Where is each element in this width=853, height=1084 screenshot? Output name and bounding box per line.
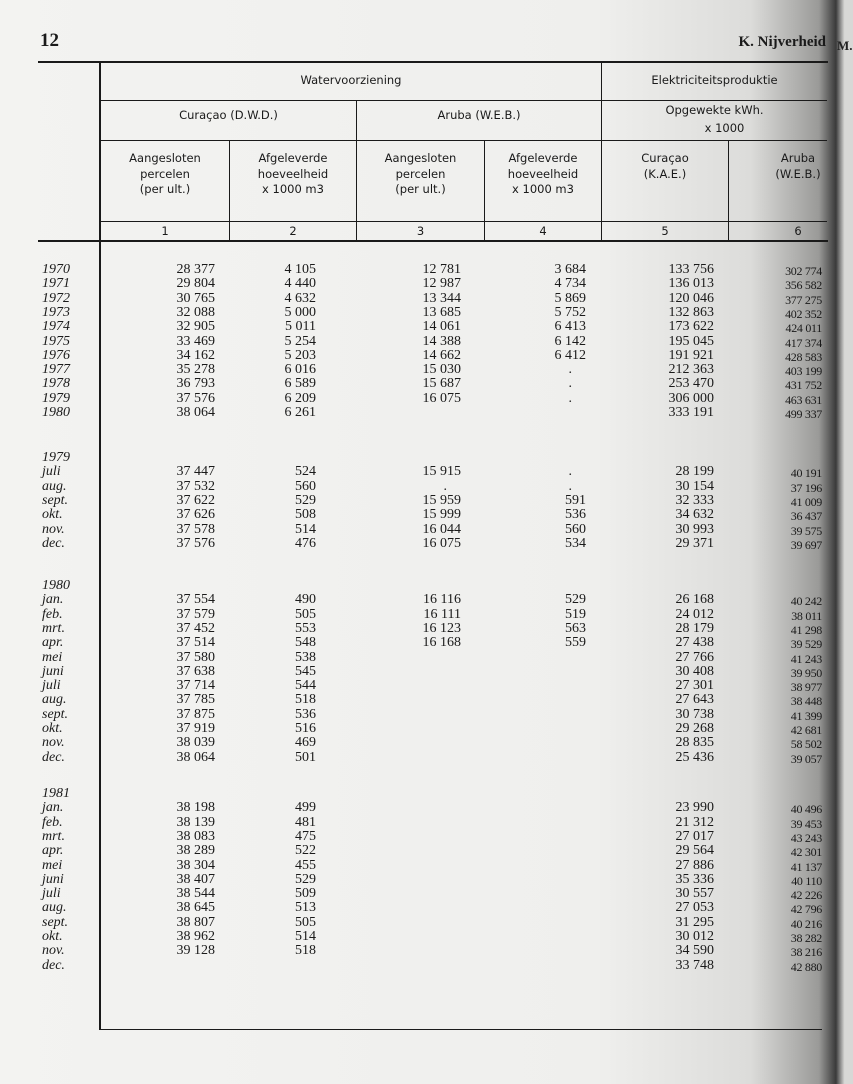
table-cell-col6: 36 437	[790, 509, 822, 524]
row-label: 1971	[42, 276, 70, 292]
next-page-margin-text: M.	[837, 38, 853, 53]
table-cell-col6: 428 583	[785, 349, 822, 364]
table-cell-col4: 560	[565, 521, 586, 537]
column-header-line: Aangesloten	[384, 151, 457, 165]
table-cell-col5: 30 993	[675, 521, 714, 537]
table-cell-col5: 30 408	[675, 663, 714, 679]
header-opgewekte-unit: x 1000	[704, 121, 745, 135]
table-cell-col6: 39 950	[790, 665, 822, 680]
table-cell-col4: 6 412	[554, 347, 586, 363]
table-cell-col2: 501	[295, 749, 316, 765]
table-cell-col5: 30 738	[675, 706, 714, 722]
row-label: mrt.	[42, 828, 65, 844]
table-cell-col6: 41 298	[790, 622, 822, 637]
column-header-line: x 1000 m3	[512, 182, 574, 196]
column-header-line: Afgeleverde	[258, 151, 328, 165]
row-label: juli	[42, 678, 61, 694]
row-label: nov.	[42, 943, 65, 959]
table-cell-col2: 475	[295, 828, 316, 844]
table-cell-col6: 40 496	[790, 802, 822, 817]
row-label: jan.	[42, 800, 64, 816]
table-cell-col3: 16 075	[422, 390, 461, 406]
table-cell-col6: 43 243	[790, 830, 822, 845]
table-cell-col5: 253 470	[668, 376, 714, 392]
table-cell-col1: 38 962	[176, 929, 215, 944]
table-top-rule	[38, 61, 828, 63]
table-cell-col1: 37 622	[176, 492, 215, 508]
table-cell-col5: 28 199	[675, 464, 714, 480]
table-cell-col5: 212 363	[668, 362, 714, 378]
table-cell-col6: 39 057	[790, 751, 822, 766]
column-header-line: hoeveelheid	[257, 166, 329, 181]
table-cell-col6: 41 399	[790, 708, 822, 723]
table-cell-col5: 30 557	[675, 886, 714, 902]
row-label: 1974	[42, 319, 70, 335]
table-cell-col5: 29 371	[675, 535, 714, 551]
table-cell-col1: 37 638	[176, 663, 215, 679]
table-cell-col1: 38 083	[176, 828, 215, 844]
table-cell-col2: 508	[295, 507, 316, 523]
rule-under-group	[100, 100, 827, 101]
row-label: apr.	[42, 635, 64, 651]
table-cell-col6: 39 453	[790, 816, 822, 831]
table-cell-col4: 559	[565, 635, 586, 651]
table-cell-col6: 42 681	[790, 723, 822, 737]
stub-divider	[99, 62, 101, 1030]
table-cell-col3: 16 123	[422, 620, 461, 636]
table-cell-col3: .	[443, 478, 447, 494]
table-cell-col4: 5 869	[554, 290, 586, 306]
table-cell-col4: 563	[565, 620, 586, 636]
table-cell-col4: .	[568, 362, 572, 378]
table-cell-col1: 35 278	[176, 362, 215, 378]
table-cell-col3: 12 987	[422, 276, 461, 292]
table-cell-col1: 37 532	[176, 478, 215, 494]
block-year-heading: 1980	[42, 578, 70, 593]
table-cell-col2: 6 261	[284, 405, 316, 420]
table-cell-col5: 28 835	[675, 735, 714, 751]
row-label: sept.	[42, 914, 69, 930]
table-cell-col1: 34 162	[176, 347, 215, 363]
column-number: 3	[416, 224, 425, 238]
table-cell-col3: 16 168	[422, 635, 461, 651]
table-cell-col5: 30 012	[675, 929, 714, 944]
table-cell-col6: 37 196	[790, 480, 822, 495]
header-watervoorziening: Watervoorziening	[300, 73, 402, 87]
table-cell-col4: 591	[565, 492, 586, 508]
table-cell-col6: 38 977	[790, 680, 822, 695]
table-cell-col6: 402 352	[785, 306, 822, 321]
table-cell-col4: 4 734	[554, 276, 586, 292]
row-label: juli	[42, 464, 61, 480]
column-number: 4	[539, 224, 547, 238]
table-cell-col2: 4 105	[284, 262, 316, 277]
row-label: 1979	[42, 390, 70, 406]
table-cell-col2: 518	[295, 943, 316, 959]
table-cell-col5: 27 766	[675, 649, 714, 665]
table-cell-col5: 34 632	[675, 507, 714, 523]
table-cell-col2: 505	[295, 606, 316, 622]
table-cell-col1: 36 793	[176, 376, 215, 392]
table-cell-col6: 41 137	[790, 859, 822, 874]
table-cell-col5: 26 168	[675, 592, 714, 608]
table-cell-col2: 514	[295, 521, 316, 537]
rule-above-colnums	[100, 221, 827, 222]
row-label: 1973	[42, 304, 70, 320]
col-divider	[728, 140, 729, 240]
table-cell-col1: 38 139	[176, 814, 215, 830]
table-cell-col4: 536	[565, 507, 586, 523]
table-cell-col1: 38 544	[176, 886, 215, 902]
table-cell-col1: 32 905	[176, 319, 215, 335]
column-header-line: percelen	[395, 166, 446, 181]
row-label: 1975	[42, 333, 70, 349]
table-cell-col6: 40 110	[791, 873, 822, 888]
row-label: aug.	[42, 692, 67, 708]
table-cell-col6: 42 301	[790, 845, 822, 860]
table-cell-col4: .	[568, 390, 572, 406]
row-label: dec.	[42, 749, 65, 765]
table-cell-col6: 39 697	[790, 537, 822, 552]
row-label: okt.	[42, 929, 63, 944]
table-cell-col4: 6 142	[554, 333, 586, 349]
row-label: feb.	[42, 814, 63, 830]
table-cell-col5: 191 921	[668, 347, 714, 363]
table-cell-col6: 424 011	[785, 321, 822, 336]
table-cell-col1: 37 576	[176, 535, 215, 551]
table-cell-col2: 490	[295, 592, 316, 608]
table-cell-col2: 514	[295, 929, 316, 944]
table-cell-col2: 5 254	[284, 333, 316, 349]
table-cell-col5: 136 013	[668, 276, 714, 292]
table-cell-col1: 37 514	[176, 635, 215, 651]
table-cell-col5: 29 564	[675, 843, 714, 859]
table-cell-col1: 38 407	[176, 871, 215, 887]
table-cell-col1: 30 765	[176, 290, 215, 306]
table-cell-col1: 38 064	[176, 749, 215, 765]
table-cell-col5: 23 990	[675, 800, 714, 816]
column-number: 2	[289, 224, 297, 238]
table-cell-col2: 4 440	[284, 276, 316, 292]
table-cell-col5: 34 590	[675, 943, 714, 959]
table-cell-col1: 37 447	[176, 464, 215, 480]
table-cell-col3: 13 685	[422, 304, 461, 320]
row-label: dec.	[42, 957, 65, 973]
header-bottom-rule	[38, 240, 828, 242]
table-cell-col6: 38 448	[790, 694, 822, 709]
row-label: nov.	[42, 521, 65, 537]
table-cell-col1: 37 714	[176, 678, 215, 694]
table-cell-col5: 306 000	[668, 390, 714, 406]
table-cell-col2: 524	[295, 464, 316, 480]
row-label: juli	[42, 886, 61, 902]
block-year-heading: 1981	[42, 786, 70, 801]
table-cell-col2: 499	[295, 800, 316, 816]
column-header-line: hoeveelheid	[507, 166, 579, 181]
column-header-line: Curaçao	[641, 151, 689, 165]
table-cell-col1: 37 785	[176, 692, 215, 708]
table-cell-col5: 25 436	[675, 749, 714, 765]
row-label: mei	[42, 857, 63, 873]
table-cell-col3: 16 111	[423, 606, 461, 622]
rule-under-subgroup	[100, 140, 827, 141]
header-opgewekte-kwh: Opgewekte kWh.	[665, 103, 764, 117]
table-cell-col5: 27 886	[675, 857, 714, 873]
table-cell-col2: 548	[295, 635, 316, 651]
column-header-line: Afgeleverde	[508, 151, 578, 165]
table-cell-col2: 553	[295, 620, 316, 636]
table-cell-col4: .	[568, 478, 572, 494]
table-cell-col5: 27 301	[675, 678, 714, 694]
table-cell-col5: 32 333	[675, 492, 714, 508]
table-cell-col1: 38 304	[176, 857, 215, 873]
table-cell-col2: 6 209	[284, 390, 316, 406]
header-elektriciteitsproduktie: Elektriciteitsproduktie	[651, 73, 778, 87]
table-cell-col2: 536	[295, 706, 316, 722]
table-cell-col1: 37 875	[176, 706, 215, 722]
column-header-line: (K.A.E.)	[643, 166, 687, 181]
table-cell-col3: 15 959	[422, 492, 461, 508]
table-cell-col3: 15 999	[422, 507, 461, 523]
table-cell-col4: 519	[565, 606, 586, 622]
table-cell-col2: 529	[295, 492, 316, 508]
row-label: 1978	[42, 376, 70, 392]
table-cell-col6: 499 337	[785, 407, 822, 421]
table-cell-col3: 13 344	[422, 290, 461, 306]
table-cell-col6: 417 374	[785, 335, 822, 350]
table-cell-col3: 14 388	[422, 333, 461, 349]
row-label: aug.	[42, 478, 67, 494]
table-cell-col6: 463 631	[785, 392, 822, 407]
table-cell-col3: 16 044	[422, 521, 461, 537]
row-label: jan.	[42, 592, 64, 608]
table-cell-col1: 37 580	[176, 649, 215, 665]
table-cell-col2: 6 016	[284, 362, 316, 378]
table-cell-col1: 37 579	[176, 606, 215, 622]
table-cell-col6: 39 529	[790, 637, 822, 652]
table-bottom-rule	[100, 1029, 822, 1030]
table-cell-col4: 6 413	[554, 319, 586, 335]
table-cell-col6: 58 502	[790, 737, 822, 752]
table-cell-col6: 42 796	[790, 902, 822, 917]
table-cell-col5: 120 046	[668, 290, 714, 306]
table-cell-col2: 560	[295, 478, 316, 494]
table-cell-col2: 5 203	[284, 347, 316, 363]
table-cell-col5: 30 154	[675, 478, 714, 494]
table-cell-col3: 15 687	[422, 376, 461, 392]
row-label: sept.	[42, 492, 69, 508]
column-header-line: (per ult.)	[395, 182, 446, 196]
table-cell-col6: 40 242	[790, 594, 822, 609]
row-label: apr.	[42, 843, 64, 859]
table-cell-col2: 5 000	[284, 304, 316, 320]
table-cell-col1: 29 804	[176, 276, 215, 292]
table-cell-col1: 37 626	[176, 507, 215, 523]
column-header-line: (per ult.)	[139, 182, 191, 196]
table-cell-col1: 38 289	[176, 843, 215, 859]
column-header-line: Aangesloten	[129, 151, 201, 165]
row-label: 1977	[42, 362, 70, 378]
table-cell-col2: 522	[295, 843, 316, 859]
row-label: mei	[42, 649, 63, 665]
table-cell-col2: 505	[295, 914, 316, 930]
table-cell-col1: 37 578	[176, 521, 215, 537]
header-curacao-dwd: Curaçao (D.W.D.)	[179, 108, 278, 122]
table-cell-col1: 33 469	[176, 333, 215, 349]
table-cell-col6: 377 275	[785, 292, 822, 307]
row-label: juni	[42, 663, 64, 679]
table-cell-col4: .	[568, 376, 572, 392]
row-label: okt.	[42, 721, 63, 736]
table-cell-col1: 28 377	[176, 262, 215, 277]
row-label: aug.	[42, 900, 67, 916]
table-cell-col1: 38 064	[176, 405, 215, 420]
table-cell-col5: 27 017	[675, 828, 714, 844]
table-cell-col5: 173 622	[668, 319, 714, 335]
table-cell-col6: 42 226	[790, 888, 822, 903]
row-label: 1972	[42, 290, 70, 306]
table-cell-col2: 545	[295, 663, 316, 679]
table-cell-col6: 40 191	[790, 466, 822, 481]
table-cell-col4: 529	[565, 592, 586, 608]
running-head: K. Nijverheid	[738, 34, 826, 50]
table-cell-col4: 534	[565, 535, 586, 551]
column-number: 6	[794, 224, 802, 238]
table-cell-col1: 37 452	[176, 620, 215, 636]
table-cell-col5: 27 643	[675, 692, 714, 708]
table-cell-col3: 16 075	[422, 535, 461, 551]
table-cell-col1: 38 645	[176, 900, 215, 916]
table-cell-col5: 33 748	[675, 957, 714, 973]
table-cell-col5: 29 268	[675, 721, 714, 736]
table-cell-col6: 39 575	[790, 523, 822, 538]
table-cell-col2: 509	[295, 886, 316, 902]
table-cell-col2: 544	[295, 678, 316, 694]
table-cell-col2: 513	[295, 900, 316, 916]
table-cell-col3: 12 781	[422, 262, 461, 277]
table-cell-col4: 5 752	[554, 304, 586, 320]
table-cell-col6: 431 752	[785, 378, 822, 393]
table-cell-col6: 41 009	[790, 494, 822, 509]
table-cell-col2: 476	[295, 535, 316, 551]
table-cell-col5: 133 756	[668, 262, 714, 277]
column-number: 1	[161, 224, 169, 238]
table-cell-col2: 529	[295, 871, 316, 887]
table-cell-col2: 4 632	[284, 290, 316, 306]
table-cell-col1: 37 919	[176, 721, 215, 736]
table-cell-col1: 38 807	[176, 914, 215, 930]
table-cell-col1: 37 554	[176, 592, 215, 608]
table-cell-col6: 41 243	[790, 651, 822, 666]
table-cell-col6: 38 011	[791, 608, 822, 623]
table-cell-col6: 356 582	[785, 278, 822, 293]
table-cell-col6: 302 774	[785, 264, 822, 278]
table-cell-col2: 516	[295, 721, 316, 736]
table-cell-col5: 28 179	[675, 620, 714, 636]
column-header-line: (W.E.B.)	[775, 166, 821, 181]
page-number: 12	[40, 30, 59, 51]
table-cell-col6: 38 216	[790, 945, 822, 960]
table-cell-col5: 195 045	[668, 333, 714, 349]
table-cell-col1: 38 039	[176, 735, 215, 751]
column-number: 5	[661, 224, 669, 238]
table-cell-col1: 37 576	[176, 390, 215, 406]
table-cell-col3: 16 116	[423, 592, 461, 608]
table-cell-col3: 15 915	[422, 464, 461, 480]
row-label: 1980	[42, 405, 70, 420]
table-cell-col5: 21 312	[675, 814, 714, 830]
row-label: 1976	[42, 347, 70, 363]
table-cell-col6: 40 216	[790, 916, 822, 931]
table-cell-col5: 27 053	[675, 900, 714, 916]
table-cell-col3: 14 662	[422, 347, 461, 363]
table-cell-col3: 15 030	[422, 362, 461, 378]
row-label: nov.	[42, 735, 65, 751]
row-label: okt.	[42, 507, 63, 523]
table-cell-col5: 31 295	[675, 914, 714, 930]
column-header-line: Aruba	[780, 151, 816, 165]
row-label: 1970	[42, 262, 70, 277]
table-cell-col1: 39 128	[176, 943, 215, 959]
table-cell-col5: 24 012	[675, 606, 714, 622]
table-cell-col6: 42 880	[790, 959, 822, 974]
table-cell-col2: 469	[295, 735, 316, 751]
row-label: mrt.	[42, 620, 65, 636]
table-cell-col2: 518	[295, 692, 316, 708]
row-label: dec.	[42, 535, 65, 551]
table-cell-col1: 38 198	[176, 800, 215, 816]
table-cell-col4: .	[568, 464, 572, 480]
table-cell-col2: 538	[295, 649, 316, 665]
table-cell-col1: 32 088	[176, 304, 215, 320]
table-cell-col5: 333 191	[668, 405, 714, 420]
table-cell-col5: 35 336	[675, 871, 714, 887]
table-cell-col6: 403 199	[785, 364, 822, 379]
table-cell-col4: 3 684	[554, 262, 586, 277]
table-cell-col2: 481	[295, 814, 316, 830]
row-label: juni	[42, 871, 64, 887]
table-cell-col2: 6 589	[284, 376, 316, 392]
block-year-heading: 1979	[42, 450, 70, 465]
column-header-line: x 1000 m3	[262, 182, 324, 196]
table-cell-col2: 455	[295, 857, 316, 873]
row-label: feb.	[42, 606, 63, 622]
table-cell-col2: 5 011	[285, 319, 316, 335]
table-cell-col6: 38 282	[790, 931, 822, 945]
table-cell-col5: 27 438	[675, 635, 714, 651]
table-cell-col3: 14 061	[422, 319, 461, 335]
row-label: sept.	[42, 706, 69, 722]
table-cell-col5: 132 863	[668, 304, 714, 320]
header-aruba-web: Aruba (W.E.B.)	[437, 108, 521, 122]
column-header-line: percelen	[140, 166, 190, 181]
